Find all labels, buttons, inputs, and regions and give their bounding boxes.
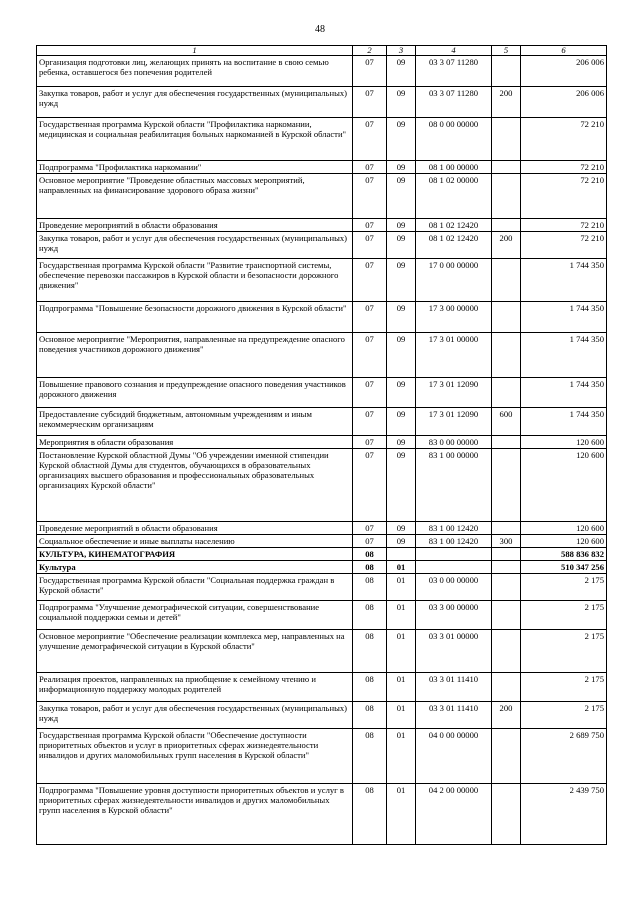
- table-row: [37, 561, 607, 574]
- table-row: [37, 259, 607, 302]
- table-row: [37, 87, 607, 118]
- amount-cell: 72 210: [521, 118, 607, 161]
- table-row: [37, 729, 607, 784]
- section-code-cell: 07: [353, 87, 387, 118]
- table-row: [37, 174, 607, 219]
- target-article-cell: 03 3 01 00000: [416, 630, 492, 673]
- subsection-code-cell: [387, 548, 416, 561]
- target-article-cell: 03 0 00 00000: [416, 574, 492, 601]
- expense-type-cell: [492, 219, 521, 232]
- row-name-cell: Организация подготовки лиц, желающих принять на воспитание в свою семью ребенка, оставшегося без попечения родителей: [37, 56, 353, 87]
- section-code-cell: 08: [353, 673, 387, 702]
- row-name-cell: Государственная программа Курской области "Профилактика наркомании, медицинская и социальная реабилитация больных наркоманией в Курской области": [37, 118, 353, 161]
- expense-type-cell: [492, 161, 521, 174]
- subsection-code-cell: 01: [387, 673, 416, 702]
- target-article-cell: 08 1 02 12420: [416, 219, 492, 232]
- table-row: [37, 302, 607, 333]
- table-row: [37, 702, 607, 729]
- section-code-cell: 07: [353, 522, 387, 535]
- table-row: [37, 219, 607, 232]
- column-header: 5: [492, 46, 521, 56]
- section-code-cell: 07: [353, 174, 387, 219]
- target-article-cell: [416, 561, 492, 574]
- column-header: 1: [37, 46, 353, 56]
- section-code-cell: 07: [353, 436, 387, 449]
- row-name-cell: Мероприятия в области образования: [37, 436, 353, 449]
- section-code-cell: 07: [353, 535, 387, 548]
- section-code-cell: 07: [353, 408, 387, 436]
- target-article-cell: [416, 548, 492, 561]
- section-code-cell: 07: [353, 449, 387, 522]
- table-row: [37, 548, 607, 561]
- table-body: [37, 56, 607, 845]
- section-code-cell: 08: [353, 548, 387, 561]
- table-row: [37, 630, 607, 673]
- row-name-cell: КУЛЬТУРА, КИНЕМАТОГРАФИЯ: [37, 548, 353, 561]
- section-code-cell: 08: [353, 561, 387, 574]
- section-code-cell: 08: [353, 574, 387, 601]
- amount-cell: 72 210: [521, 219, 607, 232]
- amount-cell: 588 836 832: [521, 548, 607, 561]
- section-code-cell: 07: [353, 232, 387, 259]
- target-article-cell: 04 2 00 00000: [416, 784, 492, 845]
- subsection-code-cell: 01: [387, 601, 416, 630]
- row-name-cell: Социальное обеспечение и иные выплаты населению: [37, 535, 353, 548]
- subsection-code-cell: 09: [387, 174, 416, 219]
- amount-cell: 120 600: [521, 449, 607, 522]
- expense-type-cell: 300: [492, 535, 521, 548]
- row-name-cell: Государственная программа Курской области "Социальная поддержка граждан в Курской области": [37, 574, 353, 601]
- subsection-code-cell: 01: [387, 630, 416, 673]
- target-article-cell: 17 3 01 00000: [416, 333, 492, 378]
- row-name-cell: Закупка товаров, работ и услуг для обеспечения государственных (муниципальных) нужд: [37, 87, 353, 118]
- expense-type-cell: [492, 333, 521, 378]
- expense-type-cell: 200: [492, 702, 521, 729]
- table-row: [37, 118, 607, 161]
- expense-type-cell: [492, 56, 521, 87]
- row-name-cell: Основное мероприятие "Проведение областных массовых мероприятий, направленных на финансирование здорового образа жизни": [37, 174, 353, 219]
- target-article-cell: 03 3 00 00000: [416, 601, 492, 630]
- expense-type-cell: 600: [492, 408, 521, 436]
- target-article-cell: 83 0 00 00000: [416, 436, 492, 449]
- subsection-code-cell: 01: [387, 729, 416, 784]
- expense-type-cell: 200: [492, 87, 521, 118]
- target-article-cell: 03 3 01 11410: [416, 702, 492, 729]
- section-code-cell: 08: [353, 630, 387, 673]
- column-header: 4: [416, 46, 492, 56]
- amount-cell: 1 744 350: [521, 333, 607, 378]
- subsection-code-cell: 09: [387, 87, 416, 118]
- table-row: [37, 574, 607, 601]
- subsection-code-cell: 09: [387, 449, 416, 522]
- section-code-cell: 08: [353, 729, 387, 784]
- table-row: [37, 522, 607, 535]
- subsection-code-cell: 09: [387, 161, 416, 174]
- amount-cell: 2 175: [521, 702, 607, 729]
- target-article-cell: 03 3 07 11280: [416, 56, 492, 87]
- subsection-code-cell: 09: [387, 333, 416, 378]
- amount-cell: 1 744 350: [521, 408, 607, 436]
- expense-type-cell: [492, 673, 521, 702]
- target-article-cell: 03 3 01 11410: [416, 673, 492, 702]
- row-name-cell: Государственная программа Курской области "Развитие транспортной системы, обеспечение перевозки пассажиров в Курской области и безопасности дорожного движения": [37, 259, 353, 302]
- subsection-code-cell: 09: [387, 535, 416, 548]
- amount-cell: 2 175: [521, 574, 607, 601]
- row-name-cell: Проведение мероприятий в области образования: [37, 522, 353, 535]
- expense-type-cell: [492, 522, 521, 535]
- subsection-code-cell: 01: [387, 561, 416, 574]
- amount-cell: 206 006: [521, 56, 607, 87]
- target-article-cell: 17 0 00 00000: [416, 259, 492, 302]
- expense-type-cell: [492, 784, 521, 845]
- amount-cell: 72 210: [521, 174, 607, 219]
- row-name-cell: Основное мероприятие "Мероприятия, направленные на предупреждение опасного поведения участников дорожного движения": [37, 333, 353, 378]
- expense-type-cell: [492, 630, 521, 673]
- expense-type-cell: [492, 729, 521, 784]
- table-row: [37, 436, 607, 449]
- subsection-code-cell: 09: [387, 408, 416, 436]
- amount-cell: 120 600: [521, 436, 607, 449]
- target-article-cell: 17 3 01 12090: [416, 408, 492, 436]
- table-row: [37, 232, 607, 259]
- subsection-code-cell: 09: [387, 436, 416, 449]
- section-code-cell: 07: [353, 219, 387, 232]
- amount-cell: 1 744 350: [521, 378, 607, 408]
- amount-cell: 2 175: [521, 673, 607, 702]
- amount-cell: 1 744 350: [521, 259, 607, 302]
- target-article-cell: 83 1 00 12420: [416, 522, 492, 535]
- amount-cell: 2 689 750: [521, 729, 607, 784]
- amount-cell: 1 744 350: [521, 302, 607, 333]
- target-article-cell: 83 1 00 12420: [416, 535, 492, 548]
- amount-cell: 72 210: [521, 232, 607, 259]
- table-row: [37, 535, 607, 548]
- expense-type-cell: [492, 436, 521, 449]
- target-article-cell: 08 1 02 00000: [416, 174, 492, 219]
- target-article-cell: 83 1 00 00000: [416, 449, 492, 522]
- table-row: [37, 601, 607, 630]
- column-header: 3: [387, 46, 416, 56]
- target-article-cell: 08 1 00 00000: [416, 161, 492, 174]
- target-article-cell: 08 0 00 00000: [416, 118, 492, 161]
- row-name-cell: Повышение правового сознания и предупреждение опасного поведения участников дорожного движения: [37, 378, 353, 408]
- table-row: [37, 408, 607, 436]
- table-row: [37, 161, 607, 174]
- table-header-row: [37, 46, 607, 56]
- row-name-cell: Подпрограмма "Профилактика наркомании": [37, 161, 353, 174]
- row-name-cell: Государственная программа Курской области "Обеспечение доступности приоритетных объектов и услуг в приоритетных сферах жизнедеятельности инвалидов и других маломобильных групп населения в Курской области": [37, 729, 353, 784]
- amount-cell: 2 439 750: [521, 784, 607, 845]
- target-article-cell: 03 3 07 11280: [416, 87, 492, 118]
- subsection-code-cell: 09: [387, 232, 416, 259]
- amount-cell: 120 600: [521, 522, 607, 535]
- row-name-cell: Подпрограмма "Повышение безопасности дорожного движения в Курской области": [37, 302, 353, 333]
- target-article-cell: 08 1 02 12420: [416, 232, 492, 259]
- section-code-cell: 07: [353, 118, 387, 161]
- row-name-cell: Реализация проектов, направленных на приобщение к семейному чтению и информационную поддержку молодых родителей: [37, 673, 353, 702]
- row-name-cell: Постановление Курской областной Думы "Об учреждении именной стипендии Курской областной Думы для студентов, обучающихся в образовательных организациях высшего образования и профессиональных образовательных организациях Курской области": [37, 449, 353, 522]
- subsection-code-cell: 09: [387, 118, 416, 161]
- amount-cell: 510 347 256: [521, 561, 607, 574]
- expense-type-cell: [492, 302, 521, 333]
- budget-table: [36, 45, 607, 845]
- subsection-code-cell: 09: [387, 219, 416, 232]
- expense-type-cell: [492, 378, 521, 408]
- expense-type-cell: [492, 174, 521, 219]
- section-code-cell: 07: [353, 56, 387, 87]
- row-name-cell: Закупка товаров, работ и услуг для обеспечения государственных (муниципальных) нужд: [37, 232, 353, 259]
- section-code-cell: 07: [353, 302, 387, 333]
- amount-cell: 72 210: [521, 161, 607, 174]
- target-article-cell: 04 0 00 00000: [416, 729, 492, 784]
- expense-type-cell: [492, 548, 521, 561]
- page-number: 48: [315, 24, 325, 35]
- target-article-cell: 17 3 00 00000: [416, 302, 492, 333]
- row-name-cell: Закупка товаров, работ и услуг для обеспечения государственных (муниципальных) нужд: [37, 702, 353, 729]
- table-row: [37, 333, 607, 378]
- expense-type-cell: [492, 259, 521, 302]
- expense-type-cell: [492, 561, 521, 574]
- expense-type-cell: [492, 601, 521, 630]
- amount-cell: 2 175: [521, 630, 607, 673]
- subsection-code-cell: 09: [387, 378, 416, 408]
- row-name-cell: Культура: [37, 561, 353, 574]
- row-name-cell: Подпрограмма "Повышение уровня доступности приоритетных объектов и услуг в приоритетных сферах жизнедеятельности инвалидов и других маломобильных групп населения в Курской области": [37, 784, 353, 845]
- section-code-cell: 08: [353, 702, 387, 729]
- subsection-code-cell: 09: [387, 302, 416, 333]
- row-name-cell: Предоставление субсидий бюджетным, автономным учреждениям и иным некоммерческим организациям: [37, 408, 353, 436]
- subsection-code-cell: 09: [387, 56, 416, 87]
- subsection-code-cell: 01: [387, 574, 416, 601]
- table-row: [37, 378, 607, 408]
- subsection-code-cell: 09: [387, 259, 416, 302]
- row-name-cell: Проведение мероприятий в области образования: [37, 219, 353, 232]
- section-code-cell: 07: [353, 333, 387, 378]
- column-header: 2: [353, 46, 387, 56]
- expense-type-cell: [492, 449, 521, 522]
- amount-cell: 206 006: [521, 87, 607, 118]
- table-row: [37, 784, 607, 845]
- section-code-cell: 07: [353, 161, 387, 174]
- section-code-cell: 08: [353, 784, 387, 845]
- subsection-code-cell: 01: [387, 784, 416, 845]
- column-header: 6: [521, 46, 607, 56]
- table-row: [37, 673, 607, 702]
- amount-cell: 120 600: [521, 535, 607, 548]
- section-code-cell: 08: [353, 601, 387, 630]
- section-code-cell: 07: [353, 259, 387, 302]
- section-code-cell: 07: [353, 378, 387, 408]
- row-name-cell: Подпрограмма "Улучшение демографической ситуации, совершенствование социальной поддержки семьи и детей": [37, 601, 353, 630]
- row-name-cell: Основное мероприятие "Обеспечение реализации комплекса мер, направленных на улучшение демографической ситуации в Курской области": [37, 630, 353, 673]
- expense-type-cell: 200: [492, 232, 521, 259]
- subsection-code-cell: 09: [387, 522, 416, 535]
- table-row: [37, 449, 607, 522]
- expense-type-cell: [492, 574, 521, 601]
- amount-cell: 2 175: [521, 601, 607, 630]
- expense-type-cell: [492, 118, 521, 161]
- target-article-cell: 17 3 01 12090: [416, 378, 492, 408]
- table-row: [37, 56, 607, 87]
- subsection-code-cell: 01: [387, 702, 416, 729]
